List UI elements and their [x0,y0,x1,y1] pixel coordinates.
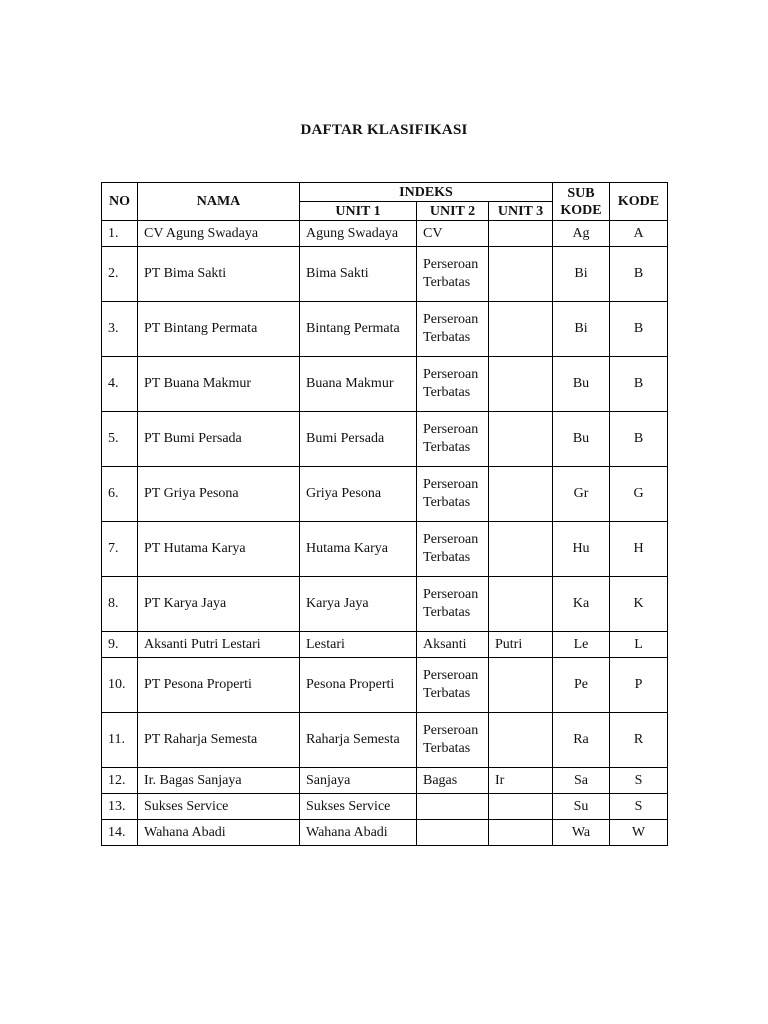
cell-nama: PT Pesona Properti [138,658,300,713]
cell-nama: Wahana Abadi [138,820,300,846]
cell-no: 6. [102,467,138,522]
cell-sub-kode: Hu [553,522,610,577]
cell-kode: B [610,247,668,302]
cell-no: 9. [102,632,138,658]
cell-kode: B [610,302,668,357]
cell-unit-3 [489,302,553,357]
cell-unit-1: Wahana Abadi [300,820,417,846]
cell-unit-1: Raharja Semesta [300,713,417,768]
cell-sub-kode: Wa [553,820,610,846]
cell-unit-2: Perseroan Terbatas [417,302,489,357]
cell-sub-kode: Su [553,794,610,820]
cell-unit-2 [417,794,489,820]
cell-nama: PT Karya Jaya [138,577,300,632]
cell-unit-1: Hutama Karya [300,522,417,577]
cell-unit-1: Bintang Permata [300,302,417,357]
cell-unit-2: CV [417,221,489,247]
cell-unit-3 [489,357,553,412]
cell-unit-1: Bima Sakti [300,247,417,302]
header-unit-2: UNIT 2 [417,202,489,221]
cell-no: 4. [102,357,138,412]
table-row [102,412,668,467]
cell-sub-kode: Pe [553,658,610,713]
header-unit-3: UNIT 3 [489,202,553,221]
cell-no: 5. [102,412,138,467]
table-row [102,467,668,522]
table-row [102,794,668,820]
cell-unit-1: Bumi Persada [300,412,417,467]
cell-nama: PT Griya Pesona [138,467,300,522]
cell-no: 7. [102,522,138,577]
cell-sub-kode: Le [553,632,610,658]
table-header [102,183,668,221]
cell-sub-kode: Ra [553,713,610,768]
cell-unit-2: Perseroan Terbatas [417,522,489,577]
cell-unit-1: Griya Pesona [300,467,417,522]
cell-unit-3 [489,794,553,820]
cell-unit-1: Lestari [300,632,417,658]
cell-unit-2: Perseroan Terbatas [417,658,489,713]
cell-kode: S [610,794,668,820]
table-row [102,247,668,302]
cell-unit-2: Perseroan Terbatas [417,247,489,302]
classification-table [101,182,668,846]
cell-nama: PT Buana Makmur [138,357,300,412]
cell-unit-2: Perseroan Terbatas [417,412,489,467]
cell-nama: Ir. Bagas Sanjaya [138,768,300,794]
cell-nama: PT Hutama Karya [138,522,300,577]
cell-unit-2: Perseroan Terbatas [417,713,489,768]
cell-sub-kode: Ag [553,221,610,247]
header-nama: NAMA [138,183,300,221]
cell-no: 2. [102,247,138,302]
table-row [102,768,668,794]
header-no: NO [102,183,138,221]
cell-no: 1. [102,221,138,247]
cell-unit-3 [489,221,553,247]
cell-unit-3 [489,577,553,632]
cell-no: 14. [102,820,138,846]
cell-sub-kode: Bi [553,247,610,302]
cell-unit-3 [489,467,553,522]
cell-sub-kode: Bu [553,412,610,467]
cell-nama: PT Bumi Persada [138,412,300,467]
cell-unit-2: Aksanti [417,632,489,658]
table-row [102,820,668,846]
cell-unit-2: Perseroan Terbatas [417,357,489,412]
cell-unit-1: Buana Makmur [300,357,417,412]
cell-nama: PT Raharja Semesta [138,713,300,768]
cell-sub-kode: Bi [553,302,610,357]
cell-unit-3: Putri [489,632,553,658]
cell-kode: R [610,713,668,768]
table-row [102,522,668,577]
cell-kode: G [610,467,668,522]
header-unit-1: UNIT 1 [300,202,417,221]
cell-kode: S [610,768,668,794]
cell-nama: CV Agung Swadaya [138,221,300,247]
cell-kode: A [610,221,668,247]
header-sub-kode: SUB KODE [553,183,610,221]
header-kode: KODE [610,183,668,221]
cell-no: 3. [102,302,138,357]
cell-sub-kode: Gr [553,467,610,522]
cell-nama: Aksanti Putri Lestari [138,632,300,658]
table-row [102,221,668,247]
cell-unit-1: Sanjaya [300,768,417,794]
cell-sub-kode: Ka [553,577,610,632]
cell-kode: L [610,632,668,658]
table-row [102,577,668,632]
table-row [102,632,668,658]
cell-kode: P [610,658,668,713]
cell-unit-1: Karya Jaya [300,577,417,632]
cell-unit-1: Pesona Properti [300,658,417,713]
cell-unit-1: Sukses Service [300,794,417,820]
table-row [102,713,668,768]
cell-no: 12. [102,768,138,794]
cell-unit-2 [417,820,489,846]
cell-unit-3 [489,658,553,713]
header-indeks: INDEKS [300,183,553,202]
cell-unit-2: Perseroan Terbatas [417,467,489,522]
cell-nama: PT Bintang Permata [138,302,300,357]
cell-kode: W [610,820,668,846]
table-body [102,221,668,846]
cell-no: 8. [102,577,138,632]
cell-unit-3 [489,412,553,467]
table-row [102,357,668,412]
cell-unit-1: Agung Swadaya [300,221,417,247]
table-row [102,658,668,713]
cell-nama: Sukses Service [138,794,300,820]
cell-unit-2: Bagas [417,768,489,794]
cell-no: 13. [102,794,138,820]
cell-unit-3 [489,522,553,577]
cell-no: 10. [102,658,138,713]
cell-unit-3 [489,820,553,846]
cell-kode: B [610,412,668,467]
cell-no: 11. [102,713,138,768]
cell-kode: B [610,357,668,412]
table-row [102,302,668,357]
cell-kode: H [610,522,668,577]
page-title: DAFTAR KLASIFIKASI [300,122,468,138]
cell-unit-3 [489,713,553,768]
cell-sub-kode: Bu [553,357,610,412]
cell-kode: K [610,577,668,632]
cell-unit-3: Ir [489,768,553,794]
cell-sub-kode: Sa [553,768,610,794]
cell-unit-2: Perseroan Terbatas [417,577,489,632]
cell-nama: PT Bima Sakti [138,247,300,302]
cell-unit-3 [489,247,553,302]
